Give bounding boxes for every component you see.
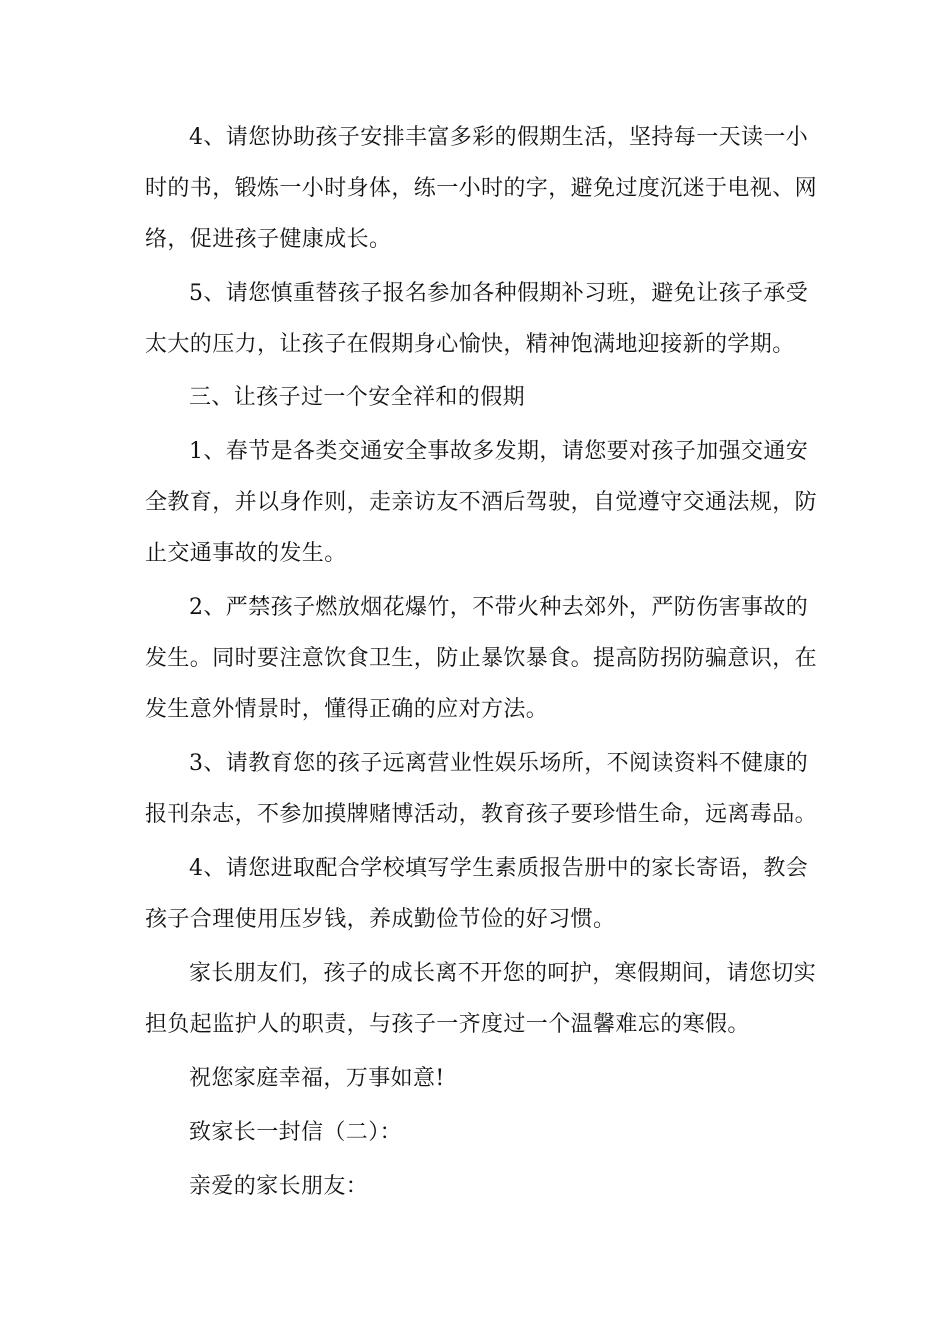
paragraph-line: 全教育，并以身作则，走亲访友不酒后驾驶，自觉遵守交通法规，防 xyxy=(145,490,818,515)
paragraph-line: 络，促进孩子健康成长。 xyxy=(145,227,392,252)
paragraph-line: 发生意外情景时，懂得正确的应对方法。 xyxy=(145,697,549,722)
paragraph-line: 发生。同时要注意饮食卫生，防止暴饮暴食。提高防拐防骗意识，在 xyxy=(145,646,818,671)
paragraph-line: 报刊杂志，不参加摸牌赌博活动，教育孩子要珍惜生命，远离毒品。 xyxy=(145,802,818,827)
salutation: 亲爱的家长朋友： xyxy=(189,1174,369,1199)
paragraph-line: 时的书，锻炼一小时身体，练一小时的字，避免过度沉迷于电视、网 xyxy=(145,176,818,201)
closing-wish: 祝您家庭幸福，万事如意! xyxy=(189,1066,445,1091)
paragraph-line: 5、请您慎重替孩子报名参加各种假期补习班，避免让孩子承受 xyxy=(189,281,809,306)
paragraph-line: 1、春节是各类交通安全事故多发期，请您要对孩子加强交通安 xyxy=(189,439,809,464)
paragraph-line: 止交通事故的发生。 xyxy=(145,541,347,566)
paragraph-line: 家长朋友们，孩子的成长离不开您的呵护，寒假期间，请您切实 xyxy=(189,961,817,986)
paragraph-line: 3、请教育您的孩子远离营业性娱乐场所，不阅读资料不健康的 xyxy=(189,751,809,776)
paragraph-line: 4、请您协助孩子安排丰富多彩的假期生活，坚持每一天读一小 xyxy=(189,125,809,150)
paragraph-line: 2、严禁孩子燃放烟花爆竹，不带火种去郊外，严防伤害事故的 xyxy=(189,595,809,620)
paragraph-line: 孩子合理使用压岁钱，养成勤俭节俭的好习惯。 xyxy=(145,907,616,932)
letter-title: 致家长一封信（二）： xyxy=(189,1120,403,1145)
section-heading: 三、让孩子过一个安全祥和的假期 xyxy=(189,385,526,410)
paragraph-line: 4、请您进取配合学校填写学生素质报告册中的家长寄语，教会 xyxy=(189,856,809,881)
paragraph-line: 太大的压力，让孩子在假期身心愉快，精神饱满地迎接新的学期。 xyxy=(145,332,795,357)
paragraph-line: 担负起监护人的职责，与孩子一齐度过一个温馨难忘的寒假。 xyxy=(145,1012,750,1037)
